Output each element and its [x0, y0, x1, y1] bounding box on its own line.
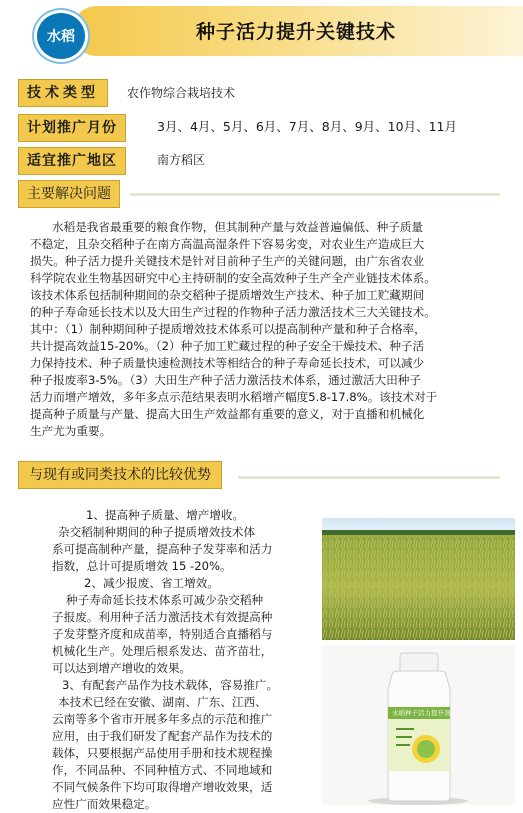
text-line: 2、减少报废、省工增效。 — [84, 576, 219, 590]
text-line: 提高种子质量与产量、提高大田生产效益都有重要的意义，对于直播和机械化 — [30, 407, 425, 421]
product-bottle-photo — [322, 645, 515, 805]
text-line: 种子寿命延长技术体系可减少杂交稻种 — [66, 593, 264, 607]
text-line: 力保持技术、种子质量快速检测技术等相结合的种子寿命延长技术，可以减少 — [30, 356, 425, 370]
text-line: 杂交稻制种期间的种子提质增效技术体 — [58, 525, 256, 539]
text-line: 子发芽整齐度和成苗率，特别适合直播稻与 — [52, 627, 273, 641]
text-line: 子报废。利用种子活力激活技术有效提高种 — [52, 610, 273, 624]
advantages-heading: 与现有或同类技术的比较优势 — [18, 461, 222, 489]
text-line: 机械化生产。处理后根系发达、苗齐苗壮， — [52, 644, 273, 658]
text-line: 指数，总计可提质增效 15 -20%。 — [52, 559, 232, 573]
text-line: 其中：（1）制种期间种子提质增效技术体系可以提高制种产量和种子合格率， — [30, 322, 426, 336]
text-line: 1、提高种子质量、增产增收。 — [86, 508, 245, 522]
text-line: 共计提高效益15-20%。（2）种子加工贮藏过程的种子安全干燥技术、种子活 — [30, 339, 425, 353]
region-label: 适宜推广地区 — [18, 147, 126, 175]
text-line: 系可提高制种产量，提高种子发芽率和活力 — [52, 542, 273, 556]
text-line: 损失。种子活力提升关键技术是针对目前种子生产的关键问题，由广东省农业 — [30, 254, 425, 268]
text-line: 本技术已经在安徽、湖南、广东、江西、 — [58, 695, 267, 709]
text-line: 3、有配套产品作为技术载体，容易推广。 — [62, 678, 279, 692]
text-line: 不稳定，且杂交稻种子在南方高温高湿条件下容易劣变，对农业生产造成巨大 — [30, 237, 425, 251]
text-line: 水稻是我省最重要的粮食作物，但其制种产量与效益普遍偏低、种子质量 — [52, 220, 424, 234]
text-line: 可以达到增产增收的效果。 — [52, 661, 192, 675]
tech-type-value: 农作物综合栽培技术 — [127, 86, 236, 100]
advantages-body — [52, 507, 314, 813]
text-line: 作，不同品种、不同种植方式、不同地域和 — [52, 763, 273, 777]
heading-divider — [238, 476, 500, 479]
text-line: 科学院农业生物基因研究中心主持研制的安全高效种子生产全产业链技术体系。 — [30, 271, 436, 285]
tech-type-label: 技术类型 — [18, 79, 108, 107]
text-line: 云南等多个省市开展多年多点的示范和推广 — [52, 712, 273, 726]
text-line: 载体，只要根据产品使用手册和技术规程操 — [52, 746, 273, 760]
text-line: 不同气候条件下均可取得增产增收效果，适 — [52, 780, 273, 794]
crop-badge: 水稻 — [34, 10, 88, 62]
text-line: 应性广而效果稳定。 — [52, 797, 157, 811]
region-value: 南方稻区 — [157, 153, 206, 167]
text-line: 种子报废率3-5%。（3）大田生产种子活力激活技术体系，通过激活大田种子 — [30, 373, 421, 387]
problems-body — [30, 219, 504, 440]
text-line: 应用，由于我们研发了配套产品作为技术的 — [52, 729, 273, 743]
text-line: 生产尤为重要。 — [30, 424, 112, 438]
heading-divider — [130, 193, 500, 196]
rice-field-photo — [322, 518, 515, 640]
promo-months-value: 3月、4月、5月、6月、7月、8月、9月、10月、11月 — [157, 119, 457, 134]
problems-heading: 主要解决问题 — [18, 180, 120, 208]
promo-months-label: 计划推广月份 — [18, 114, 126, 142]
text-line: 的种子寿命延长技术以及大田生产过程的作物种子活力激活技术三大关键技术。 — [30, 305, 436, 319]
text-line: 活力而增产增效，多年多点示范结果表明水稻增产幅度5.8-17.8%。该技术对于 — [30, 390, 438, 404]
page-title: 种子活力提升关键技术 — [196, 21, 397, 43]
product-label: 水稻种子活力提升剂 — [392, 709, 451, 717]
text-line: 该技术体系包括制种期间的杂交稻种子提质增效生产技术、种子加工贮藏期间 — [30, 288, 425, 302]
